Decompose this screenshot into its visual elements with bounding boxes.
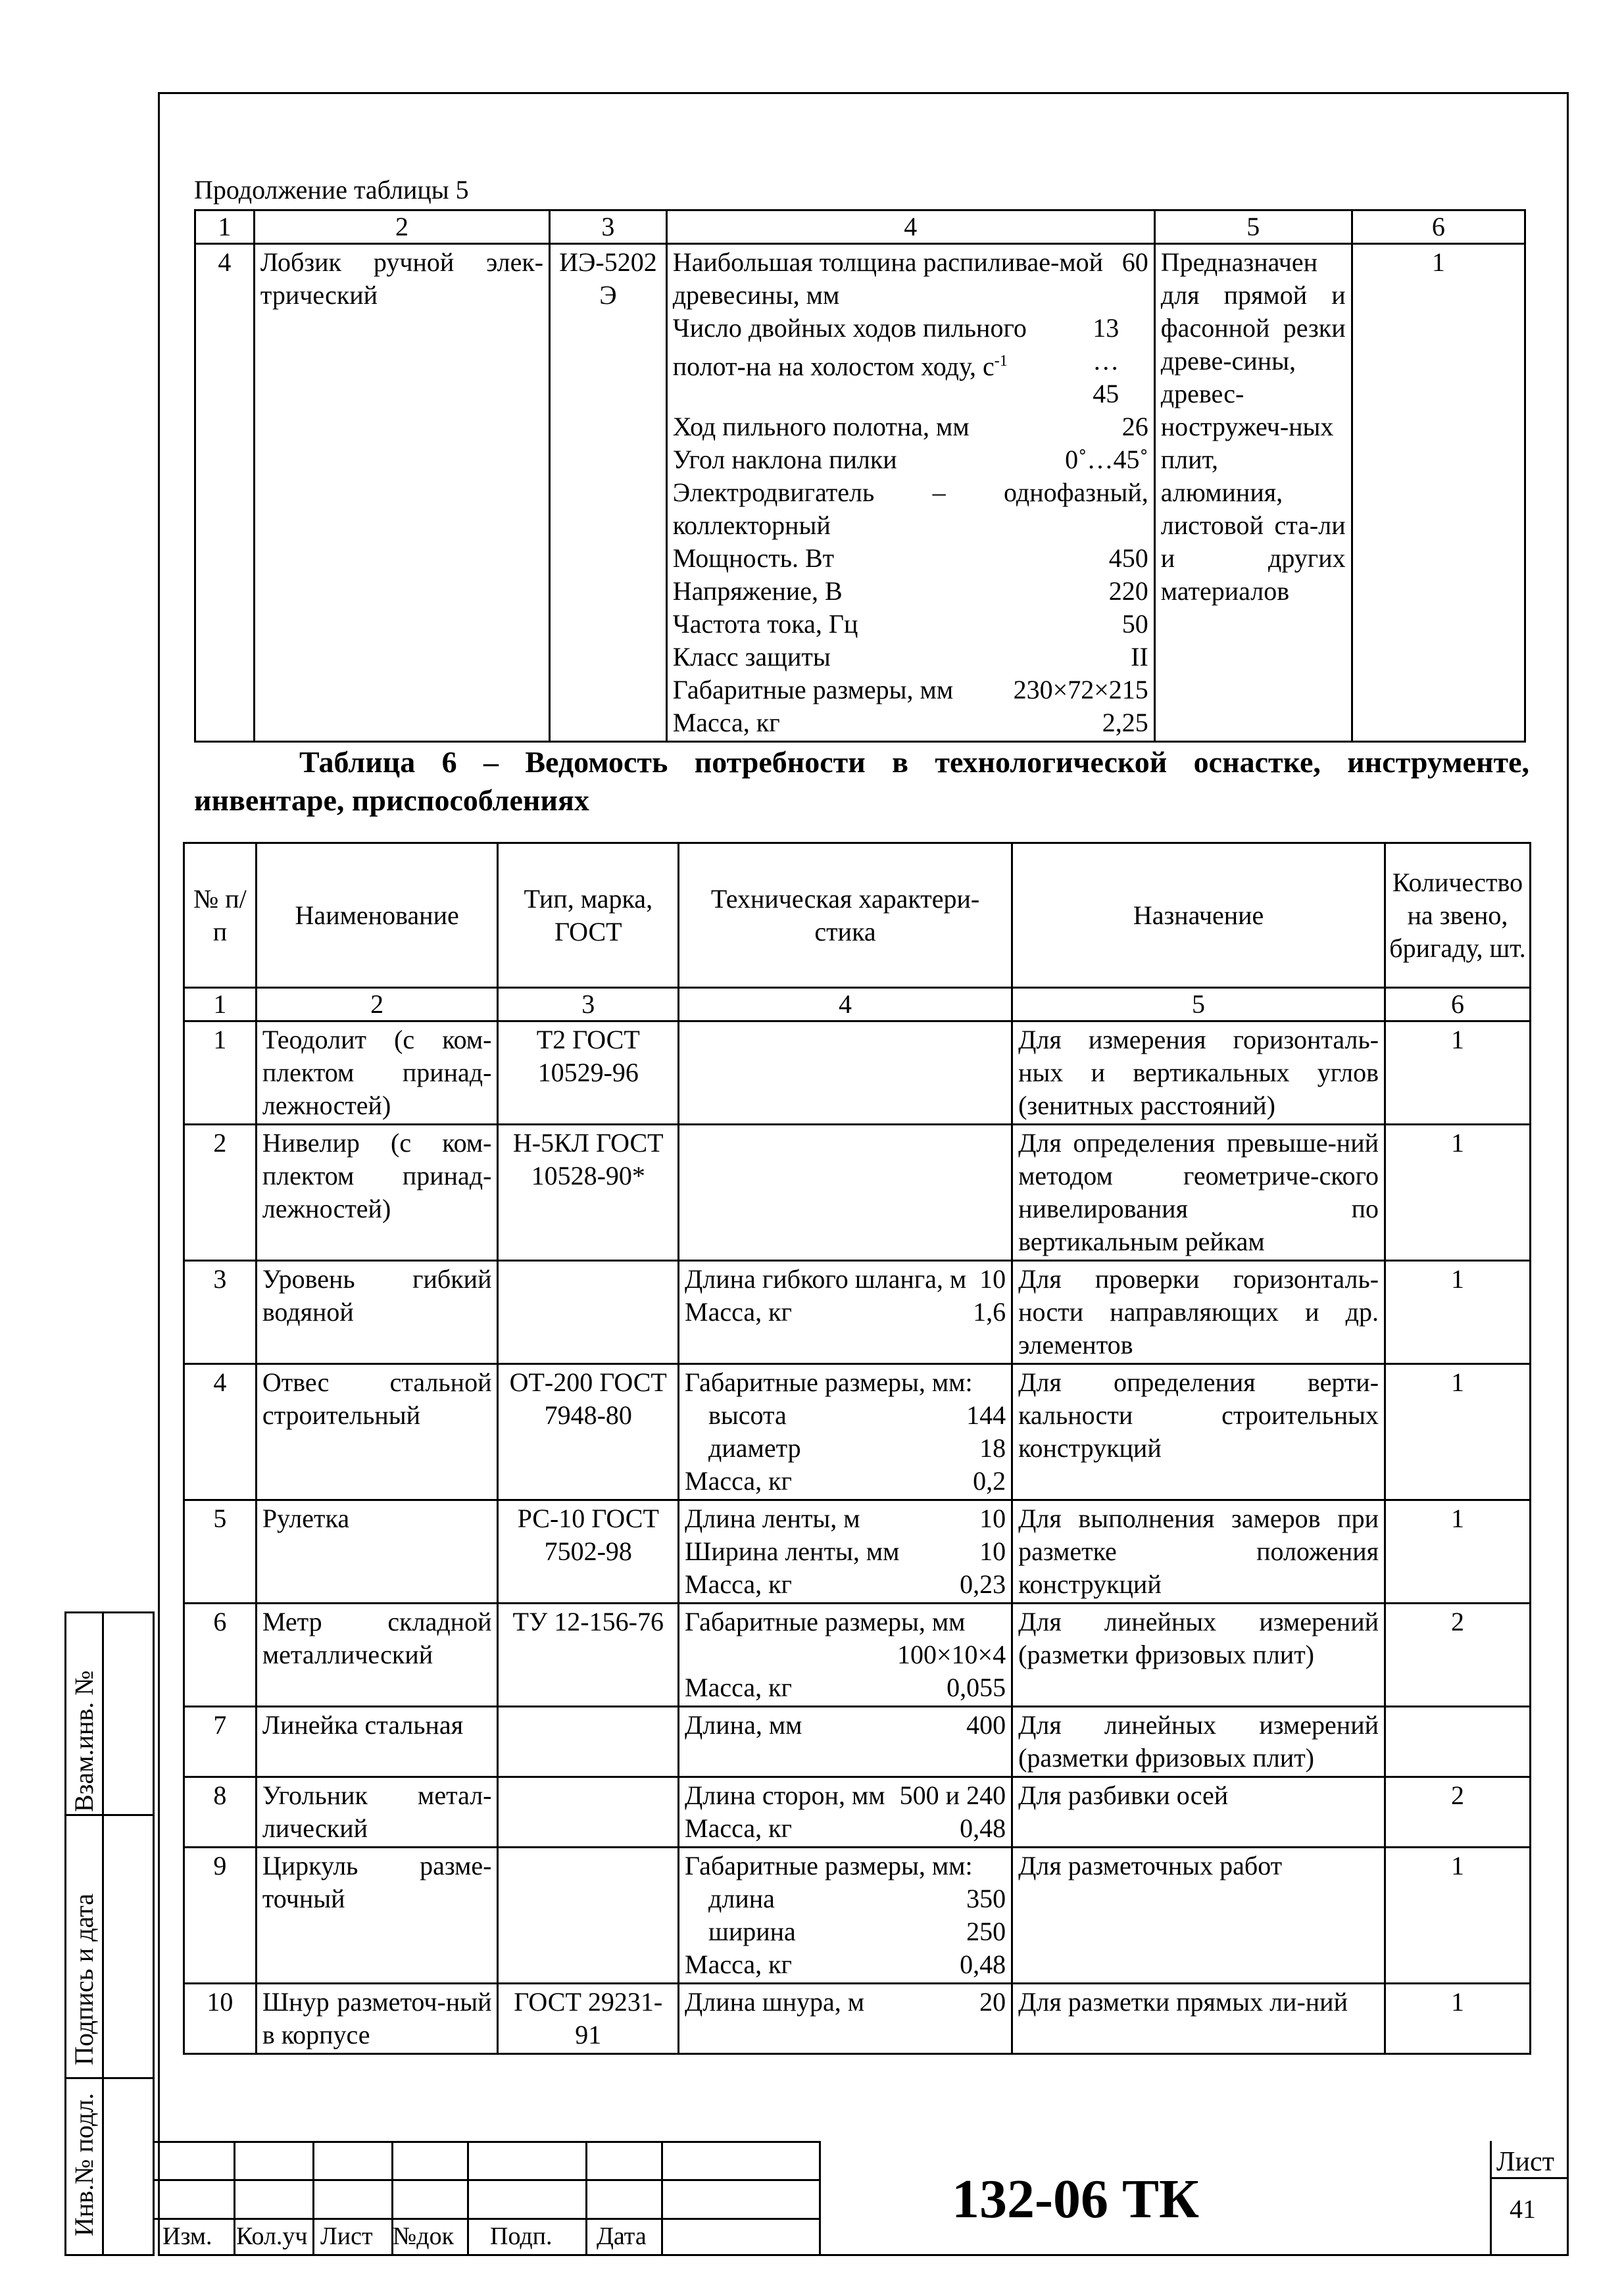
spec-line <box>673 312 1148 410</box>
spec-value: 18 <box>979 1433 1006 1463</box>
col-number: 6 <box>1385 988 1531 1021</box>
spec-line <box>673 246 1148 312</box>
document-code: 132-06 ТК <box>952 2169 1199 2230</box>
spec-label: Мощность. Вт <box>672 543 835 573</box>
spec-line <box>673 410 1148 443</box>
row-qty: 1 <box>1352 244 1525 742</box>
row-num: 2 <box>184 1125 257 1261</box>
spec-label: Угол наклона пилки <box>672 445 897 474</box>
stamp-label-count: Кол.уч <box>236 2222 308 2250</box>
spec-line <box>673 476 1148 542</box>
row-num: 6 <box>184 1604 257 1707</box>
spec-label: длина <box>708 1884 775 1913</box>
stamp-label-change: Изм. <box>162 2222 212 2250</box>
row-purpose: Для разметочных работ <box>1012 1848 1385 1984</box>
spec-line <box>685 1606 1006 1638</box>
table5-caption: Продолжение таблицы 5 <box>194 175 469 205</box>
table-row <box>184 1500 1531 1604</box>
spec-label: Масса, кг <box>685 1813 792 1843</box>
row-num: 7 <box>184 1707 257 1777</box>
row-name: Шнур разметоч-ный в корпусе <box>256 1984 498 2054</box>
spec-value: II <box>1131 642 1148 672</box>
stamp-label-date: Дата <box>597 2222 647 2250</box>
spec-label: Ширина ленты, мм <box>685 1536 900 1566</box>
spec-label: Класс защиты <box>672 642 831 672</box>
row-num: 4 <box>195 244 255 742</box>
row-specs <box>679 1707 1012 1777</box>
spec-value: 350 <box>966 1884 1006 1913</box>
spec-line <box>685 1535 1006 1568</box>
row-name: Нивелир (с ком-плектом принад-лежностей) <box>256 1125 498 1261</box>
spec-line <box>685 1671 1006 1704</box>
sheet-label: Лист <box>1496 2147 1554 2177</box>
row-specs <box>679 1848 1012 1984</box>
spec-value: 0,48 <box>960 1813 1006 1843</box>
row-specs <box>679 1604 1012 1707</box>
spec-label: Масса, кг <box>685 1569 792 1599</box>
row-purpose: Для разбивки осей <box>1012 1777 1385 1848</box>
spec-value: 230×72×215 <box>1013 675 1148 704</box>
spec-value: 450 <box>1108 543 1148 573</box>
spec-label: Электродвигатель – однофазный, коллекторный <box>672 478 1148 540</box>
spec-label: Число двойных ходов пильного полот-на на холостом ходу, $с^{-1}$ <box>672 313 1027 381</box>
spec-value: 10 <box>979 1264 1006 1294</box>
stamp-label-sheet: Лист <box>320 2222 373 2250</box>
spec-label: Длина гибкого шланга, м <box>685 1264 967 1294</box>
spec-line <box>685 1779 1006 1812</box>
col-number: 1 <box>184 988 257 1021</box>
spec-value: 400 <box>966 1710 1006 1740</box>
row-purpose: Для определения превыше-ний методом геометриче-ского нивелирования по вертикальным рейкам <box>1012 1125 1385 1261</box>
spec-line <box>685 1366 1006 1399</box>
spec-value: 0,23 <box>960 1569 1006 1599</box>
spec-label: Наибольшая толщина распиливае-мой древесины, мм <box>672 247 1104 310</box>
spec-line <box>673 706 1148 739</box>
table-row <box>184 1777 1531 1848</box>
row-type: ОТ-200 ГОСТ 7948-80 <box>498 1364 679 1500</box>
spec-line <box>673 575 1148 608</box>
row-name: Рулетка <box>256 1500 498 1604</box>
spec-value: 220 <box>1108 576 1148 606</box>
table5-col-numbers <box>195 210 1525 244</box>
spec-value: 26 <box>1121 412 1148 441</box>
col-number: 6 <box>1352 210 1525 244</box>
table-row <box>184 1261 1531 1364</box>
row-num: 8 <box>184 1777 257 1848</box>
spec-label: Габаритные размеры, мм <box>672 675 954 704</box>
row-type <box>498 1777 679 1848</box>
spec-label: Габаритные размеры, мм: <box>685 1851 973 1880</box>
spec-label: диаметр <box>708 1433 801 1463</box>
col-number: 4 <box>666 210 1154 244</box>
row-num: 3 <box>184 1261 257 1364</box>
spec-label: ширина <box>708 1917 796 1946</box>
row-purpose: Для измерения горизонталь-ных и вертикальных углов (зенитных расстояний) <box>1012 1021 1385 1125</box>
table-row <box>184 1848 1531 1984</box>
row-qty: 1 <box>1385 1125 1531 1261</box>
col-number: 3 <box>498 988 679 1021</box>
row-name: Угольник метал-лический <box>256 1777 498 1848</box>
table-row <box>184 1984 1531 2054</box>
row-num: 9 <box>184 1848 257 1984</box>
spec-line <box>685 1638 1006 1671</box>
spec-line <box>685 1502 1006 1535</box>
spec-line <box>685 1850 1006 1882</box>
row-type: ТУ 12-156-76 <box>498 1604 679 1707</box>
row-type: ГОСТ 29231-91 <box>498 1984 679 2054</box>
spec-value: 500 и 240 <box>899 1780 1006 1810</box>
col-number: 2 <box>256 988 498 1021</box>
spec-value: 144 <box>966 1400 1006 1430</box>
side-label-replace-inv: Взам.инв. № <box>69 1670 99 1812</box>
table-row <box>184 1604 1531 1707</box>
table6-title: Таблица 6 – Ведомость потребности в технологической оснастке, инструменте, инвентаре, приспособлениях <box>194 745 1529 817</box>
sheet-number: 41 <box>1510 2194 1536 2224</box>
stamp-label-doc: №док <box>393 2222 455 2250</box>
col-number: 2 <box>254 210 549 244</box>
row-name: Циркуль разме-точный <box>256 1848 498 1984</box>
spec-line <box>685 1948 1006 1981</box>
spec-label: Габаритные размеры, мм <box>685 1607 966 1636</box>
col-number: 5 <box>1012 988 1385 1021</box>
spec-line <box>685 1709 1006 1742</box>
spec-label: Длина шнура, м <box>685 1987 865 2017</box>
header-cell: Наименование <box>256 843 498 988</box>
spec-line <box>673 641 1148 674</box>
col-number: 3 <box>550 210 667 244</box>
spec-line <box>685 1465 1006 1498</box>
spec-line <box>685 1986 1006 2019</box>
stamp-label-sign: Подп. <box>490 2222 553 2250</box>
table5 <box>194 209 1526 743</box>
spec-value: 0,48 <box>960 1950 1006 1979</box>
spec-line <box>673 542 1148 575</box>
spec-line <box>673 608 1148 641</box>
row-num: 1 <box>184 1021 257 1125</box>
spec-line <box>685 1915 1006 1948</box>
row-purpose: Для линейных измерений (разметки фризовых плит) <box>1012 1707 1385 1777</box>
table-row <box>195 244 1525 742</box>
row-specs <box>679 1364 1012 1500</box>
row-specs <box>679 1125 1012 1261</box>
row-qty <box>1385 1707 1531 1777</box>
row-name: Метр складной металлический <box>256 1604 498 1707</box>
row-qty: 1 <box>1385 1021 1531 1125</box>
row-type: ИЭ-5202Э <box>550 244 667 742</box>
row-num: 10 <box>184 1984 257 2054</box>
spec-label: Масса, кг <box>685 1297 792 1327</box>
spec-superscript: -1 <box>994 353 1008 370</box>
spec-value: 0,2 <box>973 1466 1006 1496</box>
row-name: Уровень гибкий водяной <box>256 1261 498 1364</box>
row-type: Н-5КЛ ГОСТ 10528-90* <box>498 1125 679 1261</box>
spec-label: Длина сторон, мм <box>685 1780 885 1810</box>
spec-value: 13 … 45 <box>1093 313 1120 408</box>
col-number: 5 <box>1154 210 1352 244</box>
row-specs <box>679 1261 1012 1364</box>
spec-line <box>685 1568 1006 1601</box>
row-num: 5 <box>184 1500 257 1604</box>
header-cell: Назначение <box>1012 843 1385 988</box>
row-type: РС-10 ГОСТ 7502-98 <box>498 1500 679 1604</box>
spec-line <box>685 1296 1006 1329</box>
spec-value: 20 <box>979 1987 1006 2017</box>
col-number: 1 <box>195 210 255 244</box>
row-purpose: Для проверки горизонталь-ности направляющих и др. элементов <box>1012 1261 1385 1364</box>
row-purpose: Предназначен для прямой и фасонной резки древе-сины, древес-ностружеч-ных плит, алюминия, листовой ста-ли и других материалов <box>1154 244 1352 742</box>
col-number: 4 <box>679 988 1012 1021</box>
row-name: Лобзик ручной элек-трический <box>254 244 549 742</box>
row-purpose: Для разметки прямых ли-ний <box>1012 1984 1385 2054</box>
row-name: Отвес стальной строительный <box>256 1364 498 1500</box>
row-name: Теодолит (с ком-плектом принад-лежностей) <box>256 1021 498 1125</box>
spec-label: Масса, кг <box>685 1950 792 1979</box>
spec-value: 100×10×4 <box>897 1640 1006 1669</box>
spec-value: 60 <box>1121 247 1148 277</box>
row-qty: 1 <box>1385 1984 1531 2054</box>
row-specs <box>679 1777 1012 1848</box>
row-qty: 1 <box>1385 1500 1531 1604</box>
row-qty: 1 <box>1385 1848 1531 1984</box>
spec-label: Длина ленты, м <box>685 1504 860 1533</box>
row-qty: 2 <box>1385 1777 1531 1848</box>
row-num: 4 <box>184 1364 257 1500</box>
spec-line <box>685 1432 1006 1465</box>
header-cell: Тип, марка, ГОСТ <box>498 843 679 988</box>
spec-label: высота <box>708 1400 787 1430</box>
spec-line <box>685 1263 1006 1296</box>
side-label-signature-date: Подпись и дата <box>69 1893 99 2065</box>
spec-value: 1,6 <box>973 1297 1006 1327</box>
table6-header <box>184 843 1531 988</box>
spec-line <box>685 1812 1006 1845</box>
row-specs <box>679 1021 1012 1125</box>
row-purpose: Для линейных измерений (разметки фризовых плит) <box>1012 1604 1385 1707</box>
table-row <box>184 1707 1531 1777</box>
spec-value: 250 <box>966 1917 1006 1946</box>
spec-label: Масса, кг <box>685 1673 792 1702</box>
side-label-inv-orig: Инв.№ подл. <box>69 2093 99 2236</box>
row-type <box>498 1848 679 1984</box>
spec-line <box>673 443 1148 476</box>
spec-label: Длина, мм <box>685 1710 802 1740</box>
row-type: Т2 ГОСТ 10529-96 <box>498 1021 679 1125</box>
spec-label: Ход пильного полотна, мм <box>672 412 970 441</box>
spec-label: Масса, кг <box>685 1466 792 1496</box>
spec-value: 0˚…45˚ <box>1065 445 1148 474</box>
row-qty: 1 <box>1385 1364 1531 1500</box>
spec-label: Напряжение, В <box>672 576 843 606</box>
row-purpose: Для выполнения замеров при разметке положения конструкций <box>1012 1500 1385 1604</box>
row-purpose: Для определения верти-кальности строительных конструкций <box>1012 1364 1385 1500</box>
spec-value: 2,25 <box>1102 708 1148 737</box>
row-qty: 2 <box>1385 1604 1531 1707</box>
spec-label: Масса, кг <box>672 708 780 737</box>
spec-value: 10 <box>979 1536 1006 1566</box>
spec-label: Габаритные размеры, мм: <box>685 1367 973 1397</box>
spec-value: 10 <box>979 1504 1006 1533</box>
row-specs <box>679 1984 1012 2054</box>
row-name: Линейка стальная <box>256 1707 498 1777</box>
table-row <box>184 1125 1531 1261</box>
header-cell: № п/п <box>184 843 257 988</box>
spec-label: Частота тока, Гц <box>672 609 858 639</box>
spec-line <box>673 674 1148 706</box>
spec-line <box>685 1882 1006 1915</box>
spec-value: 0,055 <box>947 1673 1006 1702</box>
row-type <box>498 1707 679 1777</box>
row-qty: 1 <box>1385 1261 1531 1364</box>
header-cell: Техническая характери-стика <box>679 843 1012 988</box>
spec-value: 50 <box>1121 609 1148 639</box>
spec-line <box>685 1399 1006 1432</box>
row-specs <box>666 244 1154 742</box>
row-specs <box>679 1500 1012 1604</box>
header-cell: Количество на звено, бригаду, шт. <box>1385 843 1531 988</box>
table-row <box>184 1364 1531 1500</box>
row-type <box>498 1261 679 1364</box>
table6-col-numbers <box>184 988 1531 1021</box>
table6 <box>183 842 1531 2055</box>
table-row <box>184 1021 1531 1125</box>
